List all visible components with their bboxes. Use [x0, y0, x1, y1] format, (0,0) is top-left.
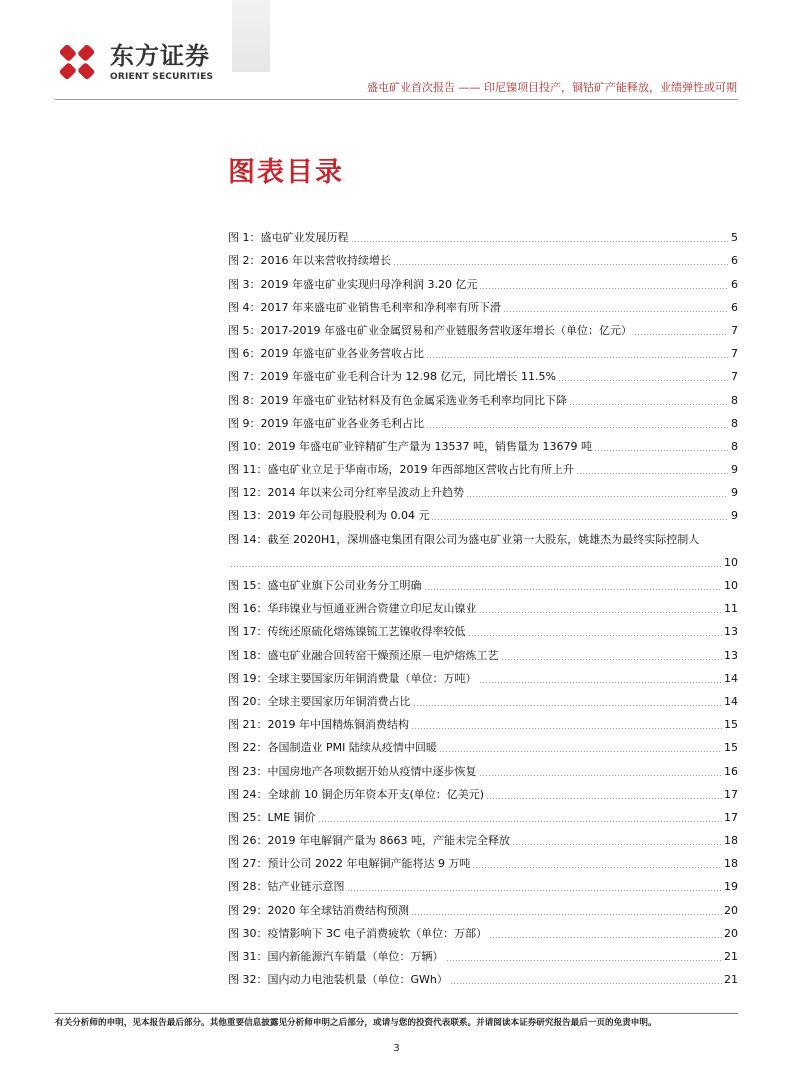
toc-leader-dots — [230, 566, 722, 567]
toc-leader-dots — [351, 241, 729, 242]
toc-entry[interactable] — [228, 431, 738, 454]
toc-entry[interactable] — [228, 384, 738, 407]
toc-entry[interactable] — [228, 639, 738, 662]
toc-entry[interactable] — [228, 848, 738, 871]
toc-entry-page: 8 — [731, 439, 738, 453]
page-title: 图表目录 — [228, 157, 344, 188]
toc-leader-dots — [486, 798, 722, 799]
toc-entry-label: 图 23：中国房地产各项数据开始从疫情中逐步恢复 — [228, 764, 477, 778]
toc-entry[interactable] — [228, 570, 738, 593]
toc-entry-page: 19 — [724, 880, 738, 894]
footer-disclaimer: 有关分析师的申明，见本报告最后部分。其他重要信息披露见分析师申明之后部分，或请与您的投资代表联系。并请阅读本证券研究报告最后一页的免责申明。 — [55, 1018, 657, 1028]
toc-leader-dots — [503, 311, 728, 312]
toc-leader-dots — [446, 960, 723, 961]
toc-leader-dots — [450, 983, 722, 984]
toc-leader-dots — [468, 635, 723, 636]
toc-entry-label: 图 11：盛屯矿业立足于华南市场，2019 年西部地区营收占比有所上升 — [228, 463, 574, 477]
toc-entry-label: 图 14：截至 2020H1，深圳盛屯集团有限公司为盛屯矿业第一大股东，姚雄杰为最终实际控制人 — [228, 532, 700, 546]
toc-leader-dots — [411, 914, 722, 915]
toc-leader-dots — [413, 705, 723, 706]
toc-entry-page: 9 — [731, 463, 738, 477]
toc-entry-label: 图 16：华玮镍业与恒通亚洲合资建立印尼友山镍业 — [228, 602, 477, 616]
toc-leader-dots — [558, 380, 728, 381]
toc-entry[interactable] — [228, 825, 738, 848]
brand-name-en: ORIENT SECURITIES — [110, 72, 214, 82]
toc-leader-dots — [439, 751, 722, 752]
footer-divider — [55, 1013, 738, 1014]
toc-leader-dots — [426, 357, 728, 358]
toc-entry[interactable] — [228, 477, 738, 500]
toc-entry-page: 10 — [724, 579, 738, 593]
toc-entry[interactable] — [228, 222, 738, 245]
toc-entry-label: 图 4：2017 年来盛屯矿业销售毛利率和净利率有所下滑 — [228, 300, 501, 314]
toc-leader-dots — [569, 404, 728, 405]
toc-entry[interactable] — [228, 616, 738, 639]
page-number: 3 — [393, 1043, 400, 1054]
toc-entry-label: 图 32：国内动力电池装机量（单位：GWh） — [228, 973, 448, 987]
toc-leader-dots — [466, 496, 728, 497]
toc-entry-page: 9 — [731, 509, 738, 523]
toc-entry[interactable] — [228, 454, 738, 477]
toc-entry-page: 18 — [724, 834, 738, 848]
toc-entry-label: 图 13：2019 年公司每股股利为 0.04 元 — [228, 509, 430, 523]
toc-entry-page: 21 — [724, 950, 738, 964]
toc-entry-label: 图 19：全球主要国家历年铜消费量（单位：万吨） — [228, 671, 477, 685]
toc-entry[interactable] — [228, 338, 738, 361]
toc-entry-page: 18 — [724, 857, 738, 871]
toc-entry-page: 7 — [731, 347, 738, 361]
figure-table-of-contents — [228, 222, 738, 987]
toc-entry-label: 图 29：2020 年全球钴消费结构预测 — [228, 903, 409, 917]
toc-entry-page: 16 — [724, 764, 738, 778]
toc-entry[interactable] — [228, 593, 738, 616]
toc-entry-label: 图 31：国内新能源汽车销量（单位：万辆） — [228, 950, 444, 964]
toc-entry-page: 9 — [731, 486, 738, 500]
toc-entry[interactable] — [228, 871, 738, 894]
toc-entry-page: 17 — [724, 787, 738, 801]
toc-leader-dots — [576, 473, 728, 474]
toc-entry[interactable] — [228, 686, 738, 709]
toc-entry-label: 图 8：2019 年盛屯矿业钴材料及有色金属采选业务毛利率均同比下降 — [228, 393, 567, 407]
toc-entry-page: 5 — [731, 231, 738, 245]
toc-leader-dots — [472, 867, 722, 868]
toc-entry[interactable] — [228, 732, 738, 755]
report-subtitle: 盛屯矿业首次报告 —— 印尼镍项目投产，铜钴矿产能释放，业绩弹性或可期 — [367, 81, 737, 94]
toc-leader-dots — [594, 450, 728, 451]
toc-entry[interactable] — [228, 361, 738, 384]
toc-entry[interactable] — [228, 663, 738, 686]
toc-leader-dots — [347, 890, 723, 891]
toc-entry-page: 13 — [724, 625, 738, 639]
toc-entry-label: 图 1：盛屯矿业发展历程 — [228, 231, 349, 245]
toc-entry-page: 13 — [724, 648, 738, 662]
toc-entry-label: 图 15：盛屯矿业旗下公司业务分工明确 — [228, 579, 422, 593]
toc-entry[interactable] — [228, 918, 738, 941]
toc-leader-dots — [512, 844, 722, 845]
toc-entry-label: 图 30：疫情影响下 3C 电子消费疲软（单位：万部） — [228, 926, 488, 940]
toc-leader-dots — [479, 775, 723, 776]
header-decorative-bar — [232, 0, 270, 72]
toc-entry-page: 15 — [724, 718, 738, 732]
toc-entry[interactable] — [228, 408, 738, 431]
toc-leader-dots — [318, 821, 722, 822]
toc-entry[interactable] — [228, 755, 738, 778]
toc-leader-dots — [424, 589, 723, 590]
toc-entry-label: 图 21：2019 年中国精炼铜消费结构 — [228, 718, 409, 732]
toc-entry-page: 11 — [724, 602, 738, 616]
toc-entry-label: 图 10：2019 年盛屯矿业锌精矿生产量为 13537 吨，销售量为 13679 吨 — [228, 439, 592, 453]
toc-entry-page: 20 — [724, 926, 738, 940]
brand-name-cn: 东方证券 — [110, 42, 210, 70]
toc-entry-page: 8 — [731, 416, 738, 430]
toc-leader-dots — [426, 427, 728, 428]
toc-entry-page: 7 — [731, 370, 738, 384]
toc-entry[interactable] — [228, 802, 738, 825]
toc-entry-label: 图 12：2014 年以来公司分红率呈波动上升趋势 — [228, 486, 464, 500]
toc-entry-page: 14 — [724, 671, 738, 685]
toc-entry-page: 7 — [731, 323, 738, 337]
toc-entry[interactable] — [228, 292, 738, 315]
toc-leader-dots — [393, 264, 728, 265]
toc-leader-dots — [479, 288, 728, 289]
toc-entry-label: 图 7：2019 年盛屯矿业毛利合计为 12.98 亿元，同比增长 11.5% — [228, 370, 556, 384]
toc-entry-page: 21 — [724, 973, 738, 987]
toc-entry-page: 8 — [731, 393, 738, 407]
toc-entry-label: 图 20：全球主要国家历年铜消费占比 — [228, 694, 411, 708]
orient-securities-logo-icon — [55, 40, 99, 84]
toc-entry-label: 图 9：2019 年盛屯矿业各业务毛利占比 — [228, 416, 424, 430]
toc-entry[interactable] — [228, 894, 738, 917]
toc-entry[interactable] — [228, 941, 738, 964]
toc-leader-dots — [634, 334, 728, 335]
toc-entry-label: 图 17：传统还原硫化熔炼镍锍工艺镍收得率较低 — [228, 625, 466, 639]
toc-leader-dots — [489, 937, 722, 938]
toc-entry-label: 图 18：盛屯矿业融合回转窑干燥预还原－电炉熔炼工艺 — [228, 648, 499, 662]
toc-entry-label: 图 28：钴产业链示意图 — [228, 880, 345, 894]
toc-leader-dots — [501, 659, 723, 660]
toc-entry-page: 15 — [724, 741, 738, 755]
toc-entry[interactable] — [228, 779, 738, 802]
toc-entry-page: 17 — [724, 810, 738, 824]
header-divider — [55, 99, 738, 100]
toc-entry[interactable] — [228, 500, 738, 523]
toc-entry-page: 6 — [731, 254, 738, 268]
toc-entry-label: 图 27：预计公司 2022 年电解铜产能将达 9 万吨 — [228, 857, 471, 871]
toc-entry-label: 图 3：2019 年盛屯矿业实现归母净利润 3.20 亿元 — [228, 277, 478, 291]
toc-entry-label: 图 6：2019 年盛屯矿业各业务营收占比 — [228, 347, 424, 361]
toc-entry[interactable] — [228, 268, 738, 291]
toc-entry-label: 图 2：2016 年以来营收持续增长 — [228, 254, 391, 268]
toc-entry-label: 图 22：各国制造业 PMI 陆续从疫情中回暖 — [228, 741, 437, 755]
toc-entry-label: 图 26：2019 年电解铜产量为 8663 吨，产能未完全释放 — [228, 834, 510, 848]
toc-entry[interactable] — [228, 245, 738, 268]
toc-leader-dots — [479, 682, 723, 683]
toc-entry-label: 图 24：全球前 10 铜企历年资本开支(单位：亿美元) — [228, 787, 485, 801]
toc-entry-page: 6 — [731, 277, 738, 291]
toc-entry[interactable] — [228, 523, 738, 569]
toc-entry-label: 图 5：2017-2019 年盛屯矿业金属贸易和产业链服务营收逐年增长（单位：亿元） — [228, 323, 632, 337]
toc-entry-page: 14 — [724, 694, 738, 708]
toc-entry[interactable] — [228, 315, 738, 338]
toc-entry-label: 图 25：LME 铜价 — [228, 810, 316, 824]
toc-leader-dots — [431, 519, 728, 520]
toc-leader-dots — [479, 612, 723, 613]
toc-leader-dots — [411, 728, 722, 729]
toc-entry-page: 6 — [731, 300, 738, 314]
toc-entry[interactable] — [228, 964, 738, 987]
toc-entry[interactable] — [228, 709, 738, 732]
toc-entry-page: 20 — [724, 903, 738, 917]
toc-entry-page: 10 — [724, 555, 738, 569]
